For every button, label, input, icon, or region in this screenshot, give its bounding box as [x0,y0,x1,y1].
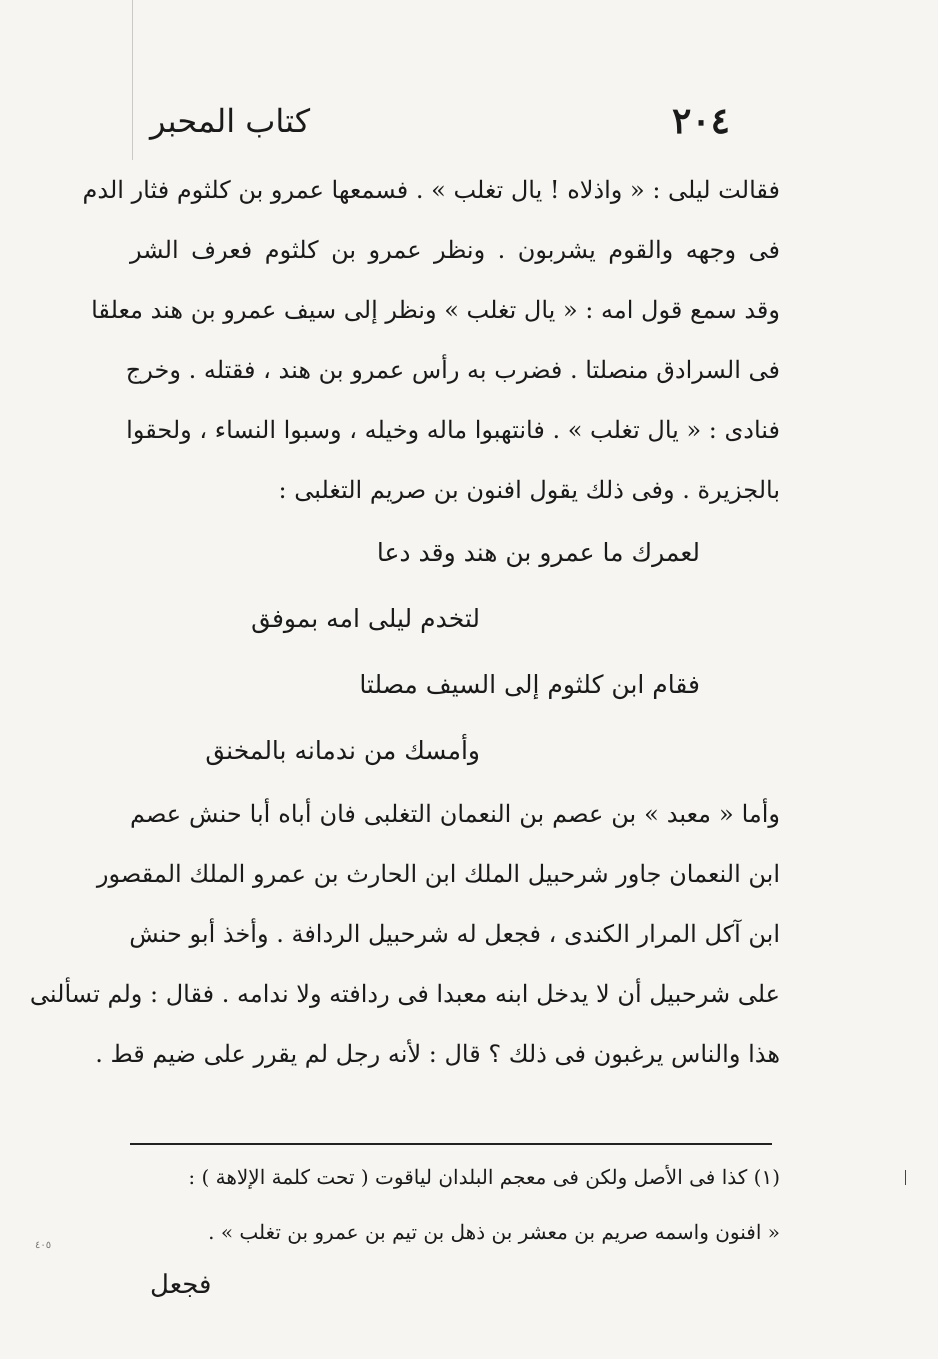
text-line: فى السرادق منصلتا . فضرب به رأس عمرو بن هند ، فقتله . وخرج [125,356,780,384]
text-line: على شرحبيل أن لا يدخل ابنه معبدا فى ردافته ولا ندامه . فقال : ولم تسألنى [29,980,780,1008]
footnote-line: (١) كذا فى الأصل ولكن فى معجم البلدان لياقوت ( تحت كلمة الإلاهة ) : [188,1165,780,1189]
page-number: ٢٠٤ [671,100,730,142]
verse-hemistich: فقام ابن كلثوم إلى السيف مصلتا [359,670,700,699]
text-line: بالجزيرة . وفى ذلك يقول افنون بن صريم التغلبى : [278,476,780,504]
catchword: فجعل [150,1270,212,1300]
verse-hemistich: لتخدم ليلى امه بموفق [251,604,480,633]
text-line: فقالت ليلى : « واذلاه ! يال تغلب » . فسمعها عمرو بن كلثوم فثار الدم [82,176,780,204]
book-title: كتاب المحبر [150,102,311,140]
footnote-line: « افنون واسمه صريم بن معشر بن ذهل بن تيم بن عمرو بن تغلب » . [208,1220,780,1244]
text-line: فنادى : « يال تغلب » . فانتهبوا ماله وخيله ، وسبوا النساء ، ولحقوا [126,416,780,444]
edge-mark [905,1170,906,1185]
verse-hemistich: لعمرك ما عمرو بن هند وقد دعا [376,538,700,567]
page-header [150,100,788,160]
footnotes [130,1150,780,1260]
footnote-divider [130,1143,772,1145]
margin-mark: ٤٠٥ [35,1240,52,1251]
scan-fold-line [132,0,133,160]
text-line: فى وجهه والقوم يشربون . ونظر عمرو بن كلثوم فعرف الشر [130,236,780,264]
text-line: وأما « معبد » بن عصم بن النعمان التغلبى فان أباه أبا حنش عصم [130,800,780,828]
text-line: وقد سمع قول امه : « يال تغلب » ونظر إلى سيف عمرو بن هند معلقا [91,296,780,324]
text-line: هذا والناس يرغبون فى ذلك ؟ قال : لأنه رجل لم يقرر على ضيم قط . [95,1040,780,1068]
text-line: ابن آكل المرار الكندى ، فجعل له شرحبيل الردافة . وأخذ أبو حنش [129,920,780,948]
verse-hemistich: وأمسك من ندمانه بالمخنق [205,736,480,765]
text-line: ابن النعمان جاور شرحبيل الملك ابن الحارث بن عمرو الملك المقصور [96,860,780,888]
main-text [29,160,780,1084]
